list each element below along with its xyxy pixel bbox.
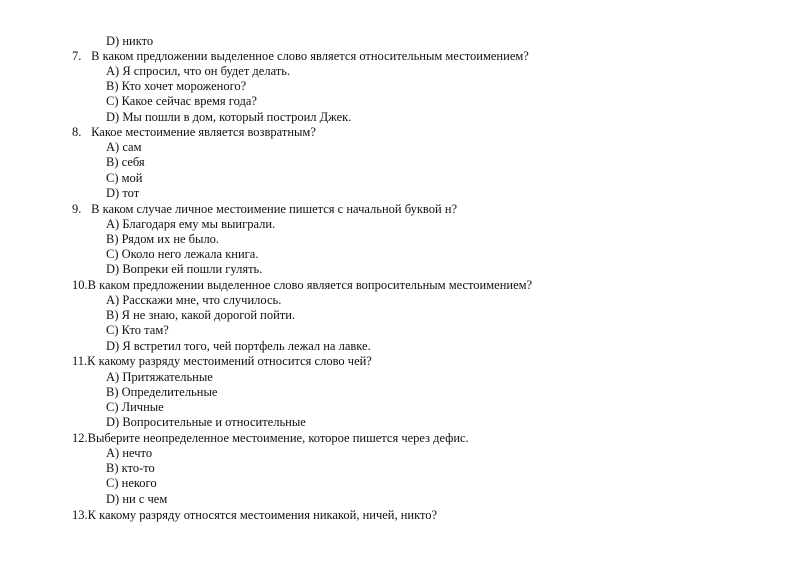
option-line: D) ни с чем <box>106 492 168 506</box>
option-line: D) тот <box>106 186 140 200</box>
option-line: В) кто-то <box>106 461 155 475</box>
question-7 <box>72 49 529 64</box>
question-number: 9. <box>72 202 82 216</box>
option-line: D) никто <box>106 34 154 48</box>
question-text: Какое местоимение является возвратным? <box>91 125 316 139</box>
question-number: 7. <box>72 49 82 63</box>
option-line: D) Вопреки ей пошли гулять. <box>106 262 263 276</box>
option-line: D) Я встретил того, чей портфель лежал на лавке. <box>106 339 371 353</box>
option-line: С) Около него лежала книга. <box>106 247 259 261</box>
question-text: К какому разряду относятся местоимения никакой, ничей, никто? <box>87 508 438 522</box>
option-line: С) Личные <box>106 400 164 414</box>
question-text: В каком предложении выделенное слово является относительным местоимением? <box>91 49 529 63</box>
option-line: С) Кто там? <box>106 323 169 337</box>
option-line: В) Кто хочет мороженого? <box>106 79 247 93</box>
question-10 <box>72 278 532 293</box>
option-line: С) некого <box>106 476 157 490</box>
option-line: А) Благодаря ему мы выиграли. <box>106 217 276 231</box>
question-number: 10. <box>72 278 88 292</box>
option-line: В) себя <box>106 155 145 169</box>
question-number: 8. <box>72 125 82 139</box>
option-line: С) мой <box>106 171 143 185</box>
question-11 <box>72 354 372 369</box>
question-number: 13. <box>72 508 88 522</box>
option-line: А) Притяжательные <box>106 370 213 384</box>
question-text: В каком предложении выделенное слово является вопросительным местоимением? <box>87 278 533 292</box>
option-line: D) Мы пошли в дом, который построил Джек. <box>106 110 352 124</box>
question-9 <box>72 202 457 217</box>
question-text: К какому разряду местоимений относится слово чей? <box>87 354 372 368</box>
question-number: 12. <box>72 431 88 445</box>
option-line: В) Рядом их не было. <box>106 232 220 246</box>
question-12 <box>72 431 469 446</box>
question-number: 11. <box>72 354 88 368</box>
option-line: С) Какое сейчас время года? <box>106 94 257 108</box>
option-line: А) нечто <box>106 446 153 460</box>
question-8 <box>72 125 316 140</box>
option-line: А) Я спросил, что он будет делать. <box>106 64 291 78</box>
option-line: В) Определительные <box>106 385 218 399</box>
question-text: Выберите неопределенное местоимение, которое пишется через дефис. <box>87 431 469 445</box>
question-text: В каком случае личное местоимение пишется с начальной буквой н? <box>91 202 458 216</box>
option-line: А) Расскажи мне, что случилось. <box>106 293 282 307</box>
option-line: D) Вопросительные и относительные <box>106 415 306 429</box>
question-13 <box>72 508 437 523</box>
option-line: А) сам <box>106 140 142 154</box>
option-line: В) Я не знаю, какой дорогой пойти. <box>106 308 296 322</box>
